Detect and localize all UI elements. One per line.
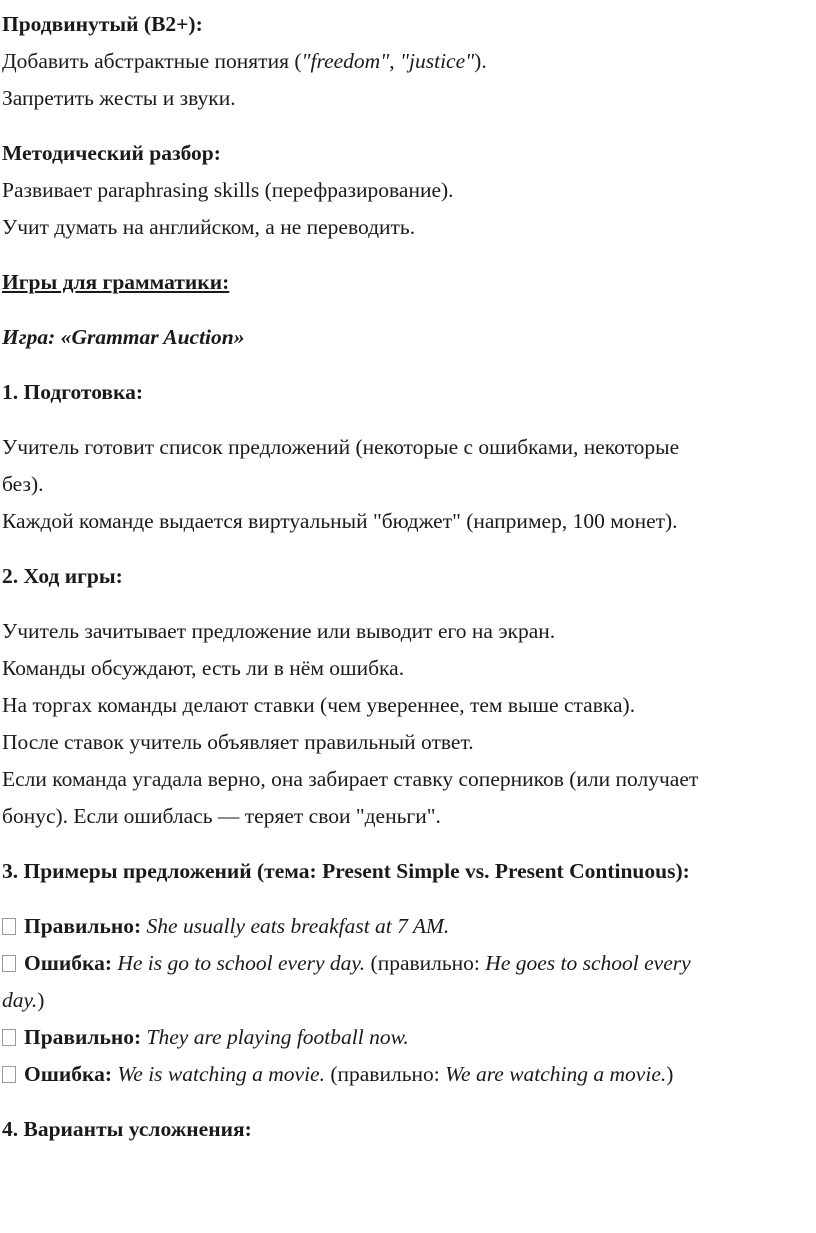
example-item: Правильно: She usually eats breakfast at 7 AM. [2, 908, 816, 945]
flow-line: Учитель зачитывает предложение или выводит его на экран. [2, 619, 556, 643]
missing-glyph-icon [2, 955, 16, 972]
flow-line: Если команда угадала верно, она забирает ставку соперников (или получает [2, 767, 699, 791]
method-heading: Методический разбор: [2, 141, 221, 165]
examples-heading: 3. Примеры предложений (тема: Present Simple vs. Present Continuous): [2, 859, 690, 883]
flow-line: На торгах команды делают ставки (чем увереннее, тем выше ставка). [2, 693, 636, 717]
example-item: Правильно: They are playing football now. [2, 1019, 816, 1056]
variants-heading: 4. Варианты усложнения: [2, 1117, 252, 1141]
prep-line-1: Учитель готовит список предложений (некоторые с ошибками, некоторые [2, 435, 680, 459]
flow-line: После ставок учитель объявляет правильный ответ. [2, 730, 474, 754]
flow-line: бонус). Если ошиблась — теряет свои "деньги". [2, 804, 441, 828]
prep-heading: 1. Подготовка: [2, 380, 143, 404]
flow-line: Команды обсуждают, есть ли в нём ошибка. [2, 656, 405, 680]
advanced-heading: Продвинутый (B2+): [2, 12, 203, 36]
advanced-line-2: Запретить жесты и звуки. [2, 86, 236, 110]
grammar-section-heading: Игры для грамматики: [2, 270, 230, 294]
missing-glyph-icon [2, 918, 16, 935]
method-line-1: Развивает paraphrasing skills (перефразирование). [2, 178, 454, 202]
missing-glyph-icon [2, 1066, 16, 1083]
method-line-2: Учит думать на английском, а не переводить. [2, 215, 416, 239]
example-item-continued: day.) [2, 988, 45, 1012]
prep-line-2: Каждой команде выдается виртуальный "бюджет" (например, 100 монет). [2, 509, 678, 533]
example-item: Ошибка: He is go to school every day. (правильно: He goes to school every [2, 945, 816, 982]
game-title: Игра: «Grammar Auction» [2, 325, 245, 349]
missing-glyph-icon [2, 1029, 16, 1046]
advanced-line-1: Добавить абстрактные понятия ("freedom", "justice"). [2, 49, 487, 73]
document-page [0, 6, 816, 1148]
prep-line-1b: без). [2, 472, 44, 496]
flow-heading: 2. Ход игры: [2, 564, 123, 588]
example-item: Ошибка: We is watching a movie. (правильно: We are watching a movie.) [2, 1056, 816, 1093]
